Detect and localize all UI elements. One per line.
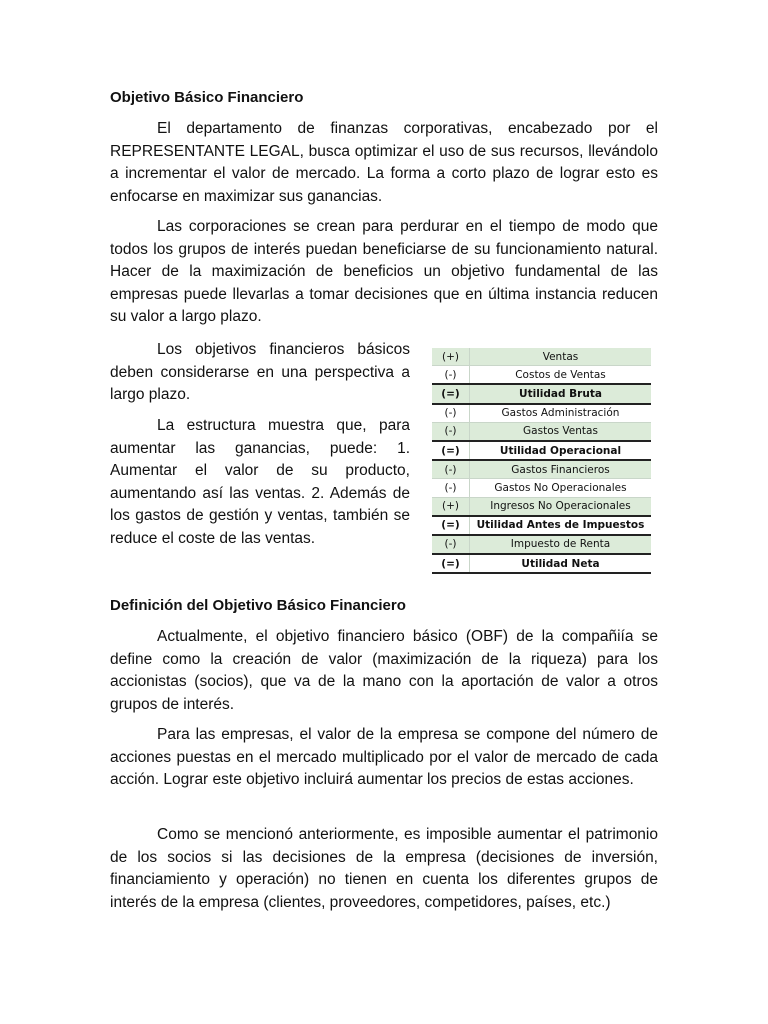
row-label: Costos de Ventas [470, 366, 652, 385]
table-row [432, 516, 651, 535]
paragraph-5: Actualmente, el objetivo financiero básico (OBF) de la compañiía se define como la creación de valor (maximización de la riqueza) para los accionistas (socios), que va de la mano con la aportación de valor a otros grupos de interés. [110, 628, 658, 713]
table-row [432, 535, 651, 554]
row-sign: (-) [432, 460, 470, 479]
row-label: Impuesto de Renta [470, 535, 652, 554]
row-label: Gastos Administración [470, 404, 652, 423]
row-sign: (=) [432, 441, 470, 460]
row-sign: (=) [432, 554, 470, 573]
table-row [432, 404, 651, 423]
row-sign: (-) [432, 479, 470, 497]
table-row [432, 422, 651, 441]
table-row [432, 366, 651, 385]
row-sign: (-) [432, 422, 470, 441]
table-row [432, 441, 651, 460]
table-row [432, 348, 651, 366]
table-row [432, 384, 651, 403]
row-sign: (=) [432, 516, 470, 535]
table-row [432, 460, 651, 479]
row-sign: (+) [432, 497, 470, 516]
row-label: Utilidad Bruta [470, 384, 652, 403]
row-label: Gastos No Operacionales [470, 479, 652, 497]
row-label: Utilidad Antes de Impuestos [470, 516, 652, 535]
row-label: Gastos Financieros [470, 460, 652, 479]
row-label: Ingresos No Operacionales [470, 497, 652, 516]
paragraph-2: Las corporaciones se crean para perdurar en el tiempo de modo que todos los grupos de interés puedan beneficiarse de su funcionamiento natural. Hacer de la maximización de beneficios un objetivo fundamental de las empresas puede llevarlas a tomar decisiones que en última instancia reducen su valor a largo plazo. [110, 218, 658, 326]
row-sign: (=) [432, 384, 470, 403]
row-label: Gastos Ventas [470, 422, 652, 441]
paragraph-3: Los objetivos financieros básicos deben considerarse en una perspectiva a largo plazo. [110, 341, 410, 404]
section-heading-definicion: Definición del Objetivo Básico Financiero [110, 597, 406, 614]
table-row [432, 554, 651, 573]
row-sign: (+) [432, 348, 470, 366]
row-sign: (-) [432, 366, 470, 385]
table-row [432, 497, 651, 516]
row-label: Utilidad Neta [470, 554, 652, 573]
paragraph-4: La estructura muestra que, para aumentar las ganancias, puede: 1. Aumentar el valor de su producto, aumentando así las ventas. 2. Además de los gastos de gestión y ventas, también se reduce el coste de las ventas. [110, 417, 410, 547]
row-label: Ventas [470, 348, 652, 366]
paragraph-6: Para las empresas, el valor de la empresa se compone del número de acciones puestas en el mercado multiplicado por el valor de mercado de cada acción. Lograr este objetivo incluirá aumentar los precios de estas acciones. [110, 726, 658, 789]
section-heading-objetivo: Objetivo Básico Financiero [110, 89, 304, 106]
paragraph-7: Como se mencionó anteriormente, es imposible aumentar el patrimonio de los socios si las decisiones de la empresa (decisiones de inversión, financiamiento y operación) no tienen en cuenta los diferentes grupos de interés de la empresa (clientes, proveedores, competidores, países, etc.) [110, 826, 658, 911]
income-statement-table [432, 348, 651, 574]
row-sign: (-) [432, 535, 470, 554]
row-sign: (-) [432, 404, 470, 423]
paragraph-1: El departamento de finanzas corporativas, encabezado por el REPRESENTANTE LEGAL, busca optimizar el uso de sus recursos, llevándolo a incrementar el valor de mercado. La forma a corto plazo de lograr esto es enfocarse en maximizar sus ganancias. [110, 120, 658, 205]
row-label: Utilidad Operacional [470, 441, 652, 460]
table-row [432, 479, 651, 497]
